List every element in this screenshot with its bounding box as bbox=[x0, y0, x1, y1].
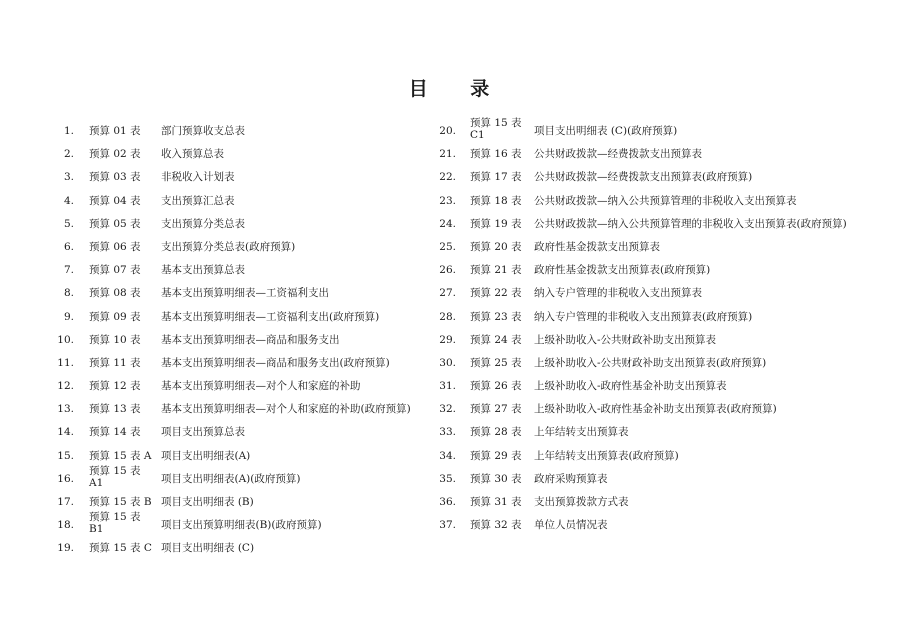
toc-entry-number: 21. bbox=[439, 148, 456, 161]
toc-entry-name: 基本支出预算明细表—对个人和家庭的补助 bbox=[161, 380, 361, 393]
toc-entry-name: 基本支出预算明细表—对个人和家庭的补助(政府预算) bbox=[161, 403, 411, 416]
toc-entry-name: 项目支出预算总表 bbox=[161, 426, 245, 439]
toc-entry-name: 项目支出预算明细表(B)(政府预算) bbox=[161, 519, 322, 532]
toc-entry-name: 政府性基金拨款支出预算表(政府预算) bbox=[534, 264, 711, 277]
toc-entry-number: 12. bbox=[57, 380, 74, 393]
toc-entry-code: 预算 15 表 B bbox=[89, 496, 152, 508]
toc-entry-number: 35. bbox=[439, 472, 456, 485]
toc-entry-number: 29. bbox=[439, 333, 456, 346]
toc-entry-code: 预算 12 表 bbox=[89, 380, 141, 393]
toc-entry-name: 纳入专户管理的非税收入支出预算表 bbox=[534, 287, 702, 300]
toc-entry-name: 项目支出明细表(A)(政府预算) bbox=[161, 472, 301, 485]
toc-entry-name: 上级补助收入-政府性基金补助支出预算表 bbox=[534, 380, 727, 393]
toc-entry bbox=[50, 259, 420, 282]
toc-entry-code: 预算 06 表 bbox=[89, 240, 141, 253]
toc-entry-code: 预算 02 表 bbox=[89, 148, 141, 161]
toc-entry-code: 预算 17 表 bbox=[470, 171, 522, 184]
toc-entry-number: 6. bbox=[63, 240, 74, 253]
toc-entry-name: 项目支出明细表 (C) bbox=[161, 542, 255, 555]
toc-entry-name: 部门预算收支总表 bbox=[161, 125, 245, 137]
toc-entry-code: 预算 24 表 bbox=[470, 333, 522, 346]
toc-entry-number: 30. bbox=[439, 356, 456, 369]
toc-entry-code: 预算 19 表 bbox=[470, 217, 522, 230]
toc-entry-code: 预算 09 表 bbox=[89, 310, 141, 323]
toc-entry bbox=[433, 514, 863, 537]
toc-entry bbox=[50, 236, 420, 259]
toc-entry-code: 预算 25 表 bbox=[470, 356, 522, 369]
toc-entry-code: 预算 16 表 bbox=[470, 148, 522, 161]
toc-entry bbox=[433, 445, 863, 468]
toc-entry-name: 上年结转支出预算表 bbox=[534, 426, 629, 439]
toc-entry-number: 22. bbox=[439, 171, 456, 184]
toc-entry-code: 预算 28 表 bbox=[470, 426, 522, 439]
toc-entry-code: 预算 14 表 bbox=[89, 426, 141, 439]
toc-entry-name: 支出预算分类总表 bbox=[161, 217, 245, 230]
toc-entry-code: 预算 13 表 bbox=[89, 403, 141, 416]
toc-entry bbox=[433, 259, 863, 282]
toc-entry-name: 支出预算分类总表(政府预算) bbox=[161, 240, 296, 253]
toc-entry bbox=[50, 398, 420, 421]
toc-entry-code: 预算 20 表 bbox=[470, 240, 522, 253]
toc-entry-number: 1. bbox=[63, 125, 74, 137]
toc-entry bbox=[50, 213, 420, 236]
toc-entry-code: 预算 05 表 bbox=[89, 217, 141, 230]
toc-entry-code: 预算 08 表 bbox=[89, 287, 141, 300]
toc-entry-code: 预算 29 表 bbox=[470, 449, 522, 462]
toc-entry bbox=[50, 282, 420, 305]
toc-entry-code: 预算 30 表 bbox=[470, 472, 522, 485]
toc-entry-number: 24. bbox=[439, 217, 456, 230]
toc-entry-number: 32. bbox=[439, 403, 456, 416]
toc-entry-name: 上年结转支出预算表(政府预算) bbox=[534, 449, 679, 462]
toc-entry bbox=[433, 213, 863, 236]
toc-entry-number: 33. bbox=[439, 426, 456, 439]
toc-entry-name: 支出预算拨款方式表 bbox=[534, 496, 629, 508]
toc-entry-name: 项目支出明细表(A) bbox=[161, 449, 251, 462]
toc-entry bbox=[50, 537, 420, 560]
toc-entry-name: 纳入专户管理的非税收入支出预算表(政府预算) bbox=[534, 310, 753, 323]
toc-entry bbox=[433, 236, 863, 259]
toc-entry-code: 预算 27 表 bbox=[470, 403, 522, 416]
toc-entry-code: 预算 15 表 A1 bbox=[89, 464, 141, 489]
toc-entry-code: 预算 23 表 bbox=[470, 310, 522, 323]
toc-entry-number: 15. bbox=[57, 449, 74, 462]
toc-entry-number: 19. bbox=[57, 542, 74, 555]
toc-entry-name: 政府性基金拨款支出预算表 bbox=[534, 240, 660, 253]
toc-entry-code: 预算 07 表 bbox=[89, 264, 141, 277]
toc-entry-number: 31. bbox=[439, 380, 456, 393]
toc-entry bbox=[433, 398, 863, 421]
toc-right-column bbox=[433, 117, 863, 537]
toc-entry-number: 2. bbox=[63, 148, 74, 161]
toc-entry-number: 36. bbox=[439, 496, 456, 508]
toc-entry bbox=[50, 190, 420, 213]
toc-entry-name: 上级补助收入-公共财政补助支出预算表 bbox=[534, 333, 717, 346]
toc-entry-number: 17. bbox=[57, 496, 74, 508]
toc-entry-code: 预算 18 表 bbox=[470, 194, 522, 207]
toc-entry bbox=[433, 143, 863, 166]
toc-entry bbox=[433, 421, 863, 444]
toc-entry bbox=[433, 117, 863, 143]
toc-entry-code: 预算 10 表 bbox=[89, 333, 141, 346]
toc-entry-number: 16. bbox=[57, 472, 74, 485]
toc-left-column bbox=[50, 120, 420, 561]
toc-entry bbox=[50, 329, 420, 352]
toc-entry-code: 预算 15 表 C bbox=[89, 542, 152, 555]
toc-entry bbox=[433, 306, 863, 329]
toc-entry-code: 预算 15 表 A bbox=[89, 449, 152, 462]
toc-entry-code: 预算 26 表 bbox=[470, 380, 522, 393]
toc-entry-number: 25. bbox=[439, 240, 456, 253]
toc-entry-code: 预算 04 表 bbox=[89, 194, 141, 207]
toc-entry bbox=[50, 511, 420, 537]
toc-entry-code: 预算 31 表 bbox=[470, 496, 522, 508]
toc-entry bbox=[433, 282, 863, 305]
toc-entry-name: 上级补助收入-政府性基金补助支出预算表(政府预算) bbox=[534, 403, 777, 416]
toc-entry-number: 8. bbox=[63, 287, 74, 300]
toc-entry-number: 20. bbox=[439, 125, 456, 137]
toc-entry-code: 预算 32 表 bbox=[470, 519, 522, 532]
toc-entry-number: 37. bbox=[439, 519, 456, 532]
toc-entry-name: 非税收入计划表 bbox=[161, 171, 235, 184]
toc-entry bbox=[433, 352, 863, 375]
toc-entry bbox=[433, 329, 863, 352]
toc-entry-code: 预算 03 表 bbox=[89, 171, 141, 184]
toc-entry bbox=[50, 421, 420, 444]
toc-entry-name: 政府采购预算表 bbox=[534, 472, 608, 485]
toc-entry-number: 34. bbox=[439, 449, 456, 462]
toc-entry-code: 预算 11 表 bbox=[89, 356, 141, 369]
toc-entry-number: 18. bbox=[57, 519, 74, 532]
toc-entry-code: 预算 15 表 C1 bbox=[470, 117, 522, 141]
toc-entry-name: 公共财政拨款—经费拨款支出预算表 bbox=[534, 148, 702, 161]
toc-entry-name: 项目支出明细表 (B) bbox=[161, 496, 254, 508]
toc-entry-name: 公共财政拨款—纳入公共预算管理的非税收入支出预算表(政府预算) bbox=[534, 217, 847, 230]
page-title: 目 录 bbox=[408, 78, 508, 100]
toc-entry bbox=[433, 375, 863, 398]
toc-entry bbox=[50, 375, 420, 398]
toc-entry-name: 收入预算总表 bbox=[161, 148, 224, 161]
toc-entry bbox=[50, 143, 420, 166]
toc-entry-name: 基本支出预算明细表—工资福利支出(政府预算) bbox=[161, 310, 380, 323]
toc-entry bbox=[50, 352, 420, 375]
toc-entry-name: 上级补助收入-公共财政补助支出预算表(政府预算) bbox=[534, 356, 767, 369]
toc-entry-code: 预算 21 表 bbox=[470, 264, 522, 277]
toc-entry bbox=[50, 306, 420, 329]
toc-entry-name: 基本支出预算总表 bbox=[161, 264, 245, 277]
toc-entry bbox=[433, 468, 863, 491]
toc-entry bbox=[50, 120, 420, 143]
toc-entry-number: 27. bbox=[439, 287, 456, 300]
toc-entry-number: 10. bbox=[57, 333, 74, 346]
toc-entry bbox=[433, 190, 863, 213]
toc-entry-number: 7. bbox=[63, 264, 74, 277]
toc-entry-number: 23. bbox=[439, 194, 456, 207]
toc-entry-code: 预算 22 表 bbox=[470, 287, 522, 300]
toc-entry bbox=[433, 491, 863, 514]
toc-entry bbox=[433, 166, 863, 189]
toc-entry-name: 基本支出预算明细表—商品和服务支出 bbox=[161, 333, 340, 346]
toc-entry-number: 14. bbox=[57, 426, 74, 439]
toc-entry-number: 11. bbox=[57, 356, 74, 369]
toc-entry-name: 基本支出预算明细表—商品和服务支出(政府预算) bbox=[161, 356, 390, 369]
toc-entry-name: 基本支出预算明细表—工资福利支出 bbox=[161, 287, 329, 300]
toc-entry-name: 公共财政拨款—纳入公共预算管理的非税收入支出预算表 bbox=[534, 194, 797, 207]
toc-entry-name: 单位人员情况表 bbox=[534, 519, 608, 532]
toc-entry-number: 13. bbox=[57, 403, 74, 416]
toc-entry-number: 28. bbox=[439, 310, 456, 323]
toc-entry-name: 项目支出明细表 (C)(政府预算) bbox=[534, 125, 678, 137]
toc-entry-number: 9. bbox=[63, 310, 74, 323]
toc-entry bbox=[50, 166, 420, 189]
toc-entry-number: 3. bbox=[63, 171, 74, 184]
toc-entry-code: 预算 01 表 bbox=[89, 125, 141, 137]
toc-entry bbox=[50, 464, 420, 491]
toc-entry-name: 支出预算汇总表 bbox=[161, 194, 235, 207]
toc-entry-name: 公共财政拨款—经费拨款支出预算表(政府预算) bbox=[534, 171, 753, 184]
toc-entry-number: 4. bbox=[63, 194, 74, 207]
toc-entry-number: 5. bbox=[63, 217, 74, 230]
toc-entry-number: 26. bbox=[439, 264, 456, 277]
toc-entry-code: 预算 15 表 B1 bbox=[89, 511, 141, 536]
